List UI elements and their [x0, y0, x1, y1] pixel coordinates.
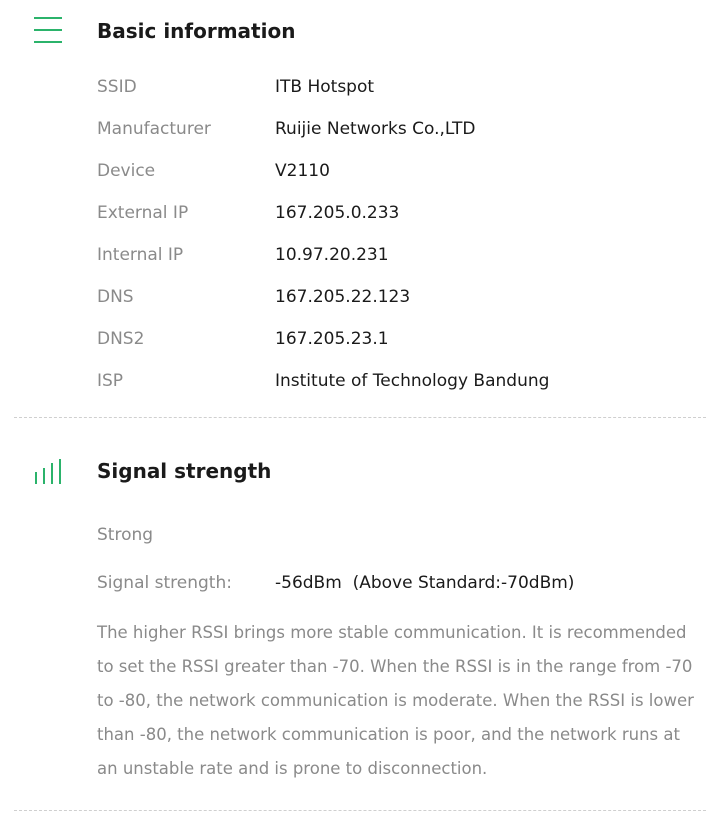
info-value: 167.205.23.1 [275, 329, 389, 349]
info-row-dns [0, 279, 720, 315]
info-label: ISP [97, 371, 124, 391]
signal-strength-title: Signal strength [97, 459, 272, 483]
info-label: DNS [97, 287, 134, 307]
info-value: 10.97.20.231 [275, 245, 389, 265]
rssi-description: The higher RSSI brings more stable communication. It is recommended to set the RSSI greater than -70. When the RSSI is in the range from -70 to -80, the network communication is moderate. When the RSSI is lower than -80, the network communication is poor, and the network runs at an unstable rate and is prone to disconnection. [97, 623, 694, 778]
section-divider [14, 417, 706, 418]
info-label: Device [97, 161, 156, 181]
info-value: Ruijie Networks Co.,LTD [275, 119, 476, 139]
info-row-external-ip [0, 195, 720, 231]
info-row-ssid [0, 69, 720, 105]
info-label: SSID [97, 77, 137, 97]
info-label: External IP [97, 203, 189, 223]
section-divider [14, 810, 706, 811]
info-row-dns2 [0, 321, 720, 357]
info-label: Manufacturer [97, 119, 211, 139]
info-value: 167.205.22.123 [275, 287, 411, 307]
signal-bars-icon [34, 458, 64, 486]
basic-info-title: Basic information [97, 19, 296, 43]
info-value: 167.205.0.233 [275, 203, 400, 223]
signal-strength-label: Signal strength: [97, 573, 232, 593]
info-label: DNS2 [97, 329, 145, 349]
menu-icon[interactable] [34, 16, 62, 44]
info-label: Internal IP [97, 245, 184, 265]
info-row-device [0, 153, 720, 189]
info-value: Institute of Technology Bandung [275, 371, 550, 391]
signal-strength-value: -56dBm (Above Standard:-70dBm) [275, 573, 575, 593]
signal-status: Strong [97, 525, 154, 545]
info-row-manufacturer [0, 111, 720, 147]
info-value: ITB Hotspot [275, 77, 375, 97]
info-row-isp [0, 363, 720, 399]
info-value: V2110 [275, 161, 330, 181]
info-row-internal-ip [0, 237, 720, 273]
